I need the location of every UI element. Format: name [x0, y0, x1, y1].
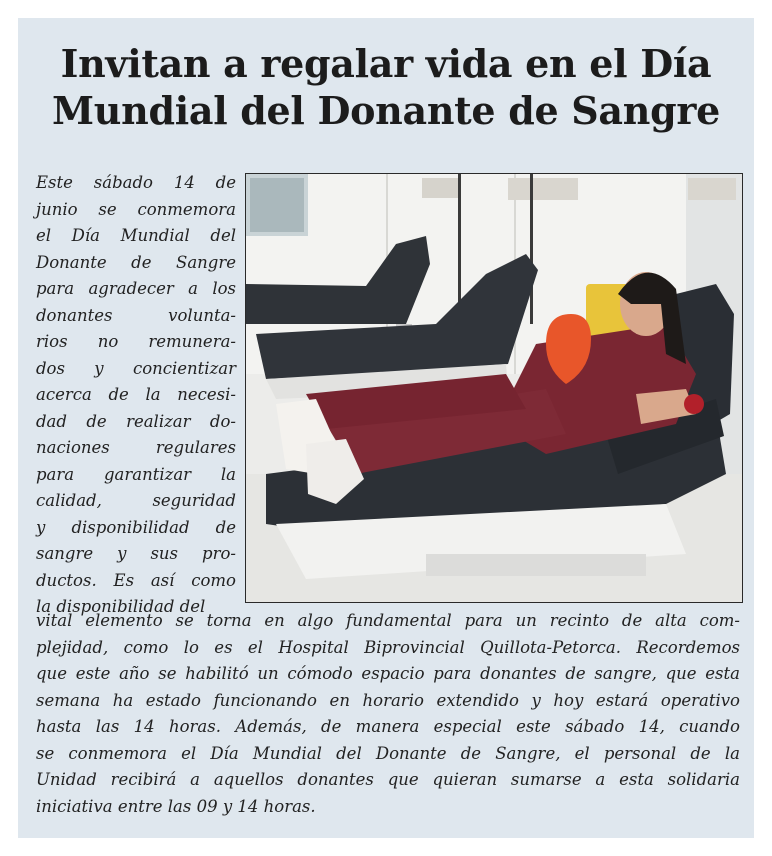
text-line: se conmemora el Día Mundial del Donante de Sangre, el personal de la	[36, 743, 740, 763]
text-line: vital elemento se torna en algo fundamental para un recinto de alta com-	[36, 611, 740, 630]
body-text	[36, 608, 740, 820]
article-photo	[245, 173, 743, 603]
text-line: calidad, seguridad	[36, 491, 236, 510]
text-line: para agradecer a los	[36, 279, 236, 298]
text-line: y disponibilidad de	[36, 517, 236, 537]
text-line: semana ha estado funcionando en horario extendido y hoy estará operativo	[36, 690, 740, 710]
text-line: Donante de Sangre	[36, 252, 236, 272]
text-line: hasta las 14 horas. Además, de manera especial este sábado 14, cuando	[36, 717, 740, 736]
column-text	[36, 170, 236, 621]
text-line: Este sábado 14 de	[36, 173, 236, 192]
newspaper-clipping	[18, 18, 754, 838]
headline	[18, 40, 754, 134]
headline-line-2: Mundial del Donante de Sangre	[52, 88, 720, 133]
text-line: plejidad, como lo es el Hospital Biprovincial Quillota-Petorca. Recordemos	[36, 637, 740, 657]
text-line: donantes volunta-	[36, 305, 236, 325]
text-line: Unidad recibirá a aquellos donantes que quieran sumarse a esta solidaria	[36, 770, 740, 789]
text-line: naciones regulares	[36, 438, 236, 457]
blood-donation-photo	[246, 174, 742, 602]
text-line: que este año se habilitó un cómodo espacio para donantes de sangre, que esta	[36, 664, 740, 683]
text-line: acerca de la necesi-	[36, 385, 236, 404]
text-line: ductos. Es así como	[36, 570, 236, 590]
text-line: el Día Mundial del	[36, 226, 236, 245]
text-line: para garantizar la	[36, 464, 236, 484]
headline-line-1: Invitan a regalar vida en el Día	[60, 41, 712, 86]
text-line: junio se conmemora	[36, 199, 236, 219]
text-line: sangre y sus pro-	[36, 544, 236, 563]
text-line: dos y concientizar	[36, 358, 236, 378]
text-line: dad de realizar do-	[36, 411, 236, 431]
text-line: iniciativa entre las 09 y 14 horas.	[36, 796, 316, 816]
text-line: rios no remunera-	[36, 332, 236, 351]
text-line: la disponibilidad del	[36, 597, 206, 616]
